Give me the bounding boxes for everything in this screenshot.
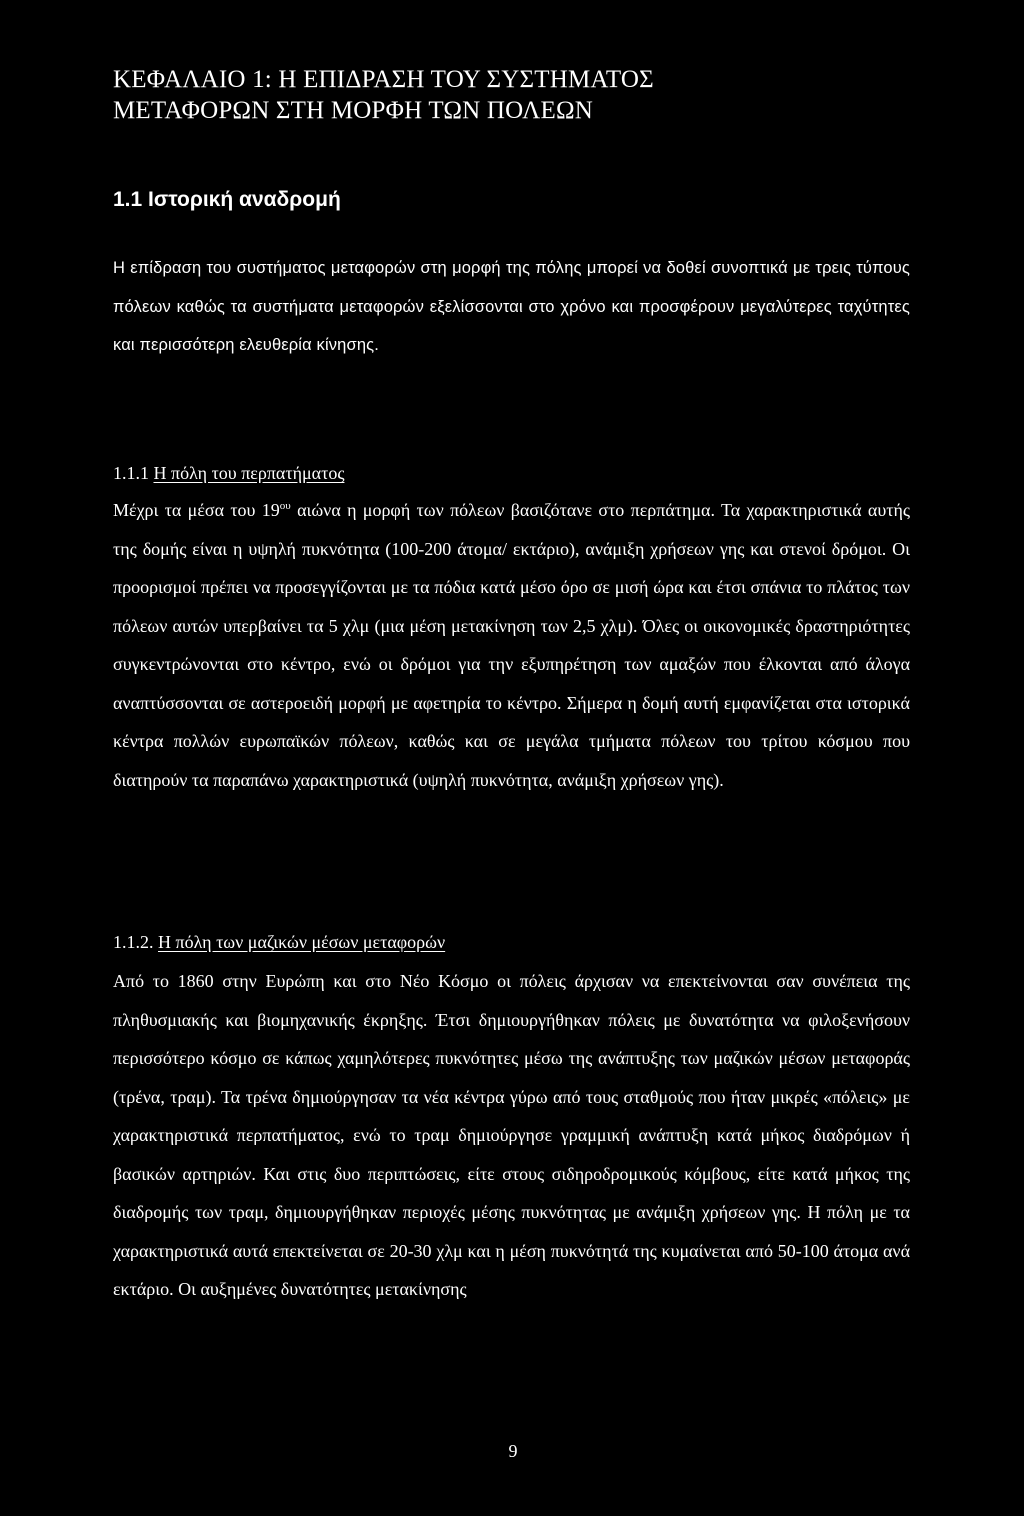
chapter-title-line-1: ΚΕΦΑΛΑΙΟ 1: Η ΕΠΙΔΡΑΣΗ ΤΟΥ ΣΥΣΤΗΜΑΤΟΣ bbox=[113, 66, 654, 93]
century-superscript: ου bbox=[279, 500, 291, 512]
subsection-1-number: 1.1.1 bbox=[113, 463, 149, 483]
chapter-title-line-2: ΜΕΤΑΦΟΡΩΝ ΣΤΗ ΜΟΡΦΗ ΤΩΝ ΠΟΛΕΩΝ bbox=[113, 97, 593, 124]
section-intro-paragraph: Η επίδραση του συστήματος μεταφορών στη μορφή της πόλης μπορεί να δοθεί συνοπτικά με τρεις τύπους πόλεων καθώς τα συστήματα μεταφορών εξελίσσονται στο χρόνο και προσφέρουν μεγαλύτερες ταχύτητες και περισσότερη ελευθερία κίνησης. bbox=[113, 259, 910, 354]
subsection-1-heading bbox=[113, 461, 344, 485]
subsection-1-text-start: Μέχρι τα μέσα του 19 bbox=[113, 500, 280, 520]
subsection-2-paragraph: Από το 1860 στην Ευρώπη και στο Νέο Κόσμο οι πόλεις άρχισαν να επεκτείνονται σαν συνέπεια της πληθυσμιακής και βιομηχανικής έκρηξης. Έτσι δημιουργήθηκαν πόλεις με δυνατότητα να φιλοξενήσουν περισσότερο κόσμο σε κάπως χαμηλότερες πυκνότητες μέσω της ανάπτυξης των μαζικών μέσων μεταφοράς (τρένα, τραμ). Τα τρένα δημιούργησαν τα νέα κέντρα γύρω από τους σταθμούς που ήταν μικρές «πόλεις» με χαρακτηριστικά περπατήματος, ενώ το τραμ δημιούργησε γραμμική ανάπτυξη κατά μήκος διαδρόμων ή βασικών αρτηριών. Και στις δυο περιπτώσεις, είτε στους σιδηροδρομικούς κόμβους, είτε κατά μήκος της διαδρομής των τραμ, δημιουργήθηκαν περιοχές μέσης πυκνότητας με ανάμιξη χρήσεων γης. Η πόλη με τα χαρακτηριστικά αυτά επεκτείνεται σε 20-30 χλμ και η μέση πυκνότητά της κυμαίνεται από 50-100 άτομα ανά εκτάριο. Οι αυξημένες δυνατότητες μετακίνησης bbox=[113, 971, 910, 1299]
subsection-2-number: 1.1.2. bbox=[113, 932, 154, 952]
subsection-1-title: Η πόλη του περπατήματος bbox=[153, 463, 345, 483]
subsection-1-text-rest: αιώνα η μορφή των πόλεων βασιζότανε στο περπάτημα. Τα χαρακτηριστικά αυτής της δομής είναι η υψηλή πυκνότητα (100-200 άτομα/ εκτάριο), ανάμιξη χρήσεων γης και στενοί δρόμοι. Οι προορισμοί πρέπει να προσεγγίζονται με τα πόδια κατά μέσο όρο σε μισή ώρα και έτσι σπάνια το πλάτος των πόλεων αυτών υπερβαίνει τα 5 χλμ (μια μέση μετακίνηση των 2,5 χλμ). Όλες οι οικονομικές δραστηριότητες συγκεντρώνονται στο κέντρο, ενώ οι δρόμοι για την εξυπηρέτηση των αμαξών που έλκονται από άλογα αναπτύσσονται σε αστεροειδή μορφή με αφετηρία το κέντρο. Σήμερα η δομή αυτή εμφανίζεται στα ιστορικά κέντρα πολλών ευρωπαϊκών πόλεων, καθώς και σε μεγάλα τμήματα πόλεων του τρίτου κόσμου που διατηρούν τα παραπάνω χαρακτηριστικά (υψηλή πυκνότητα, ανάμιξη χρήσεων γης). bbox=[113, 500, 911, 790]
page-number: 9 bbox=[508, 1441, 518, 1461]
subsection-1-paragraph bbox=[113, 491, 910, 799]
section-heading: 1.1 Ιστορική αναδρομή bbox=[113, 188, 341, 211]
chapter-title bbox=[113, 64, 913, 126]
subsection-2-heading bbox=[113, 930, 445, 954]
subsection-2-title: Η πόλη των μαζικών μέσων μεταφορών bbox=[158, 932, 446, 952]
